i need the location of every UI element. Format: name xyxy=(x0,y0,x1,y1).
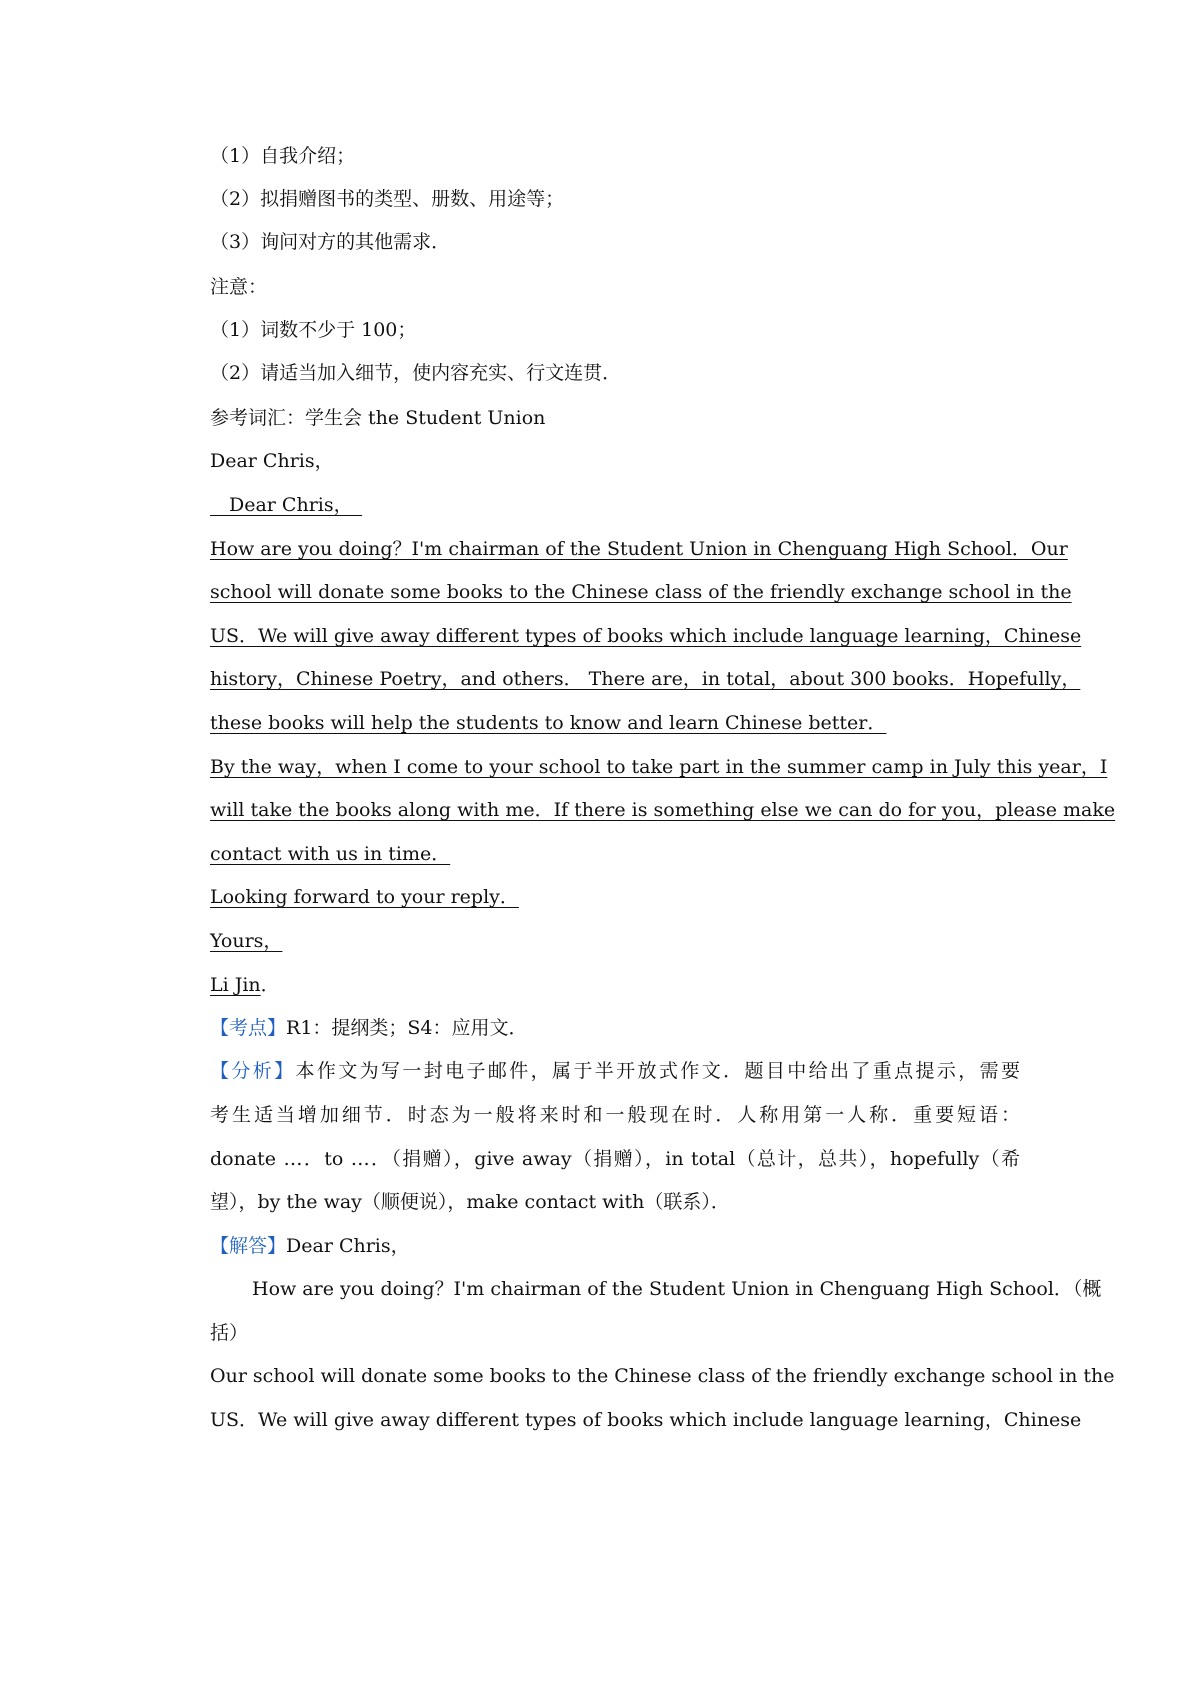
jieda-line-4: US．We will give away different types of books which include language learning，Chinese xyxy=(210,1409,1082,1431)
answer-line-1: How are you doing？I'm chairman of the Student Union in Chenguang High School．Our xyxy=(210,538,1068,560)
answer-line-5-text: these books will help the students to know and learn Chinese better． xyxy=(210,712,887,734)
answer-closing xyxy=(210,884,1020,910)
kaodian-text: R1：提纲类；S4：应用文． xyxy=(286,1017,528,1039)
answer-line-2: school will donate some books to the Chinese class of the friendly exchange school in the xyxy=(210,581,1072,603)
vocab-reference: 参考词汇：学生会 the Student Union xyxy=(210,407,546,429)
answer-line-5 xyxy=(210,710,1020,736)
jieda-line-2: 括） xyxy=(210,1322,249,1344)
jieda-tag: 【解答】 xyxy=(210,1235,287,1257)
jieda-line xyxy=(210,1233,1020,1259)
note-1: （1）词数不少于 100； xyxy=(210,319,417,341)
requirement-3: （3）询问对方的其他需求． xyxy=(210,231,451,253)
answer-yours-text: Yours， xyxy=(210,930,283,952)
answer-greeting-text: Dear Chris， xyxy=(210,494,363,516)
answer-line-8-text: contact with us in time． xyxy=(210,843,451,865)
requirement-2: （2）拟捐赠图书的类型、册数、用途等； xyxy=(210,188,565,210)
notes-title: 注意： xyxy=(210,276,268,298)
fenxi-tag: 【分析】 xyxy=(210,1060,296,1082)
fenxi-line-2: 考生适当增加细节．时态为一般将来时和一般现在时．人称用第一人称．重要短语： xyxy=(210,1104,1020,1126)
fenxi-text-1: 本作文为写一封电子邮件，属于半开放式作文．题目中给出了重点提示，需要 xyxy=(295,1060,1020,1082)
jieda-line-3: Our school will donate some books to the Chinese class of the friendly exchange school in the xyxy=(210,1365,1115,1387)
requirement-1: （1）自我介绍； xyxy=(210,145,356,167)
fenxi-line-3: donate …．to …．（捐赠），give away（捐赠），in total（总计，总共），hopefully（希 xyxy=(210,1148,1020,1170)
answer-line-6: By the way，when I come to your school to take part in the summer camp in July this year，I xyxy=(210,756,1108,778)
answer-line-7: will take the books along with me．If there is something else we can do for you，please make xyxy=(210,799,1116,821)
jieda-line-1: How are you doing？I'm chairman of the Student Union in Chenguang High School．（概 xyxy=(252,1278,1102,1300)
answer-yours xyxy=(210,928,1020,954)
answer-line-4: history，Chinese Poetry，and others． There are，in total，about 300 books．Hopefully， xyxy=(210,668,1081,690)
answer-trailing-period: ． xyxy=(260,974,280,996)
answer-line-8 xyxy=(210,841,1020,867)
answer-greeting xyxy=(210,492,1020,518)
jieda-greeting: Dear Chris， xyxy=(286,1235,410,1257)
kaodian-line xyxy=(210,1015,1020,1041)
answer-signature-text: Li Jin xyxy=(210,974,261,996)
answer-signature xyxy=(210,972,1020,998)
fenxi-line-4: 望），by the way（顺便说），make contact with（联系）． xyxy=(210,1191,730,1213)
note-2: （2）请适当加入细节，使内容充实、行文连贯． xyxy=(210,362,622,384)
answer-closing-text: Looking forward to your reply． xyxy=(210,886,519,908)
letter-greeting: Dear Chris， xyxy=(210,450,334,472)
kaodian-tag: 【考点】 xyxy=(210,1017,287,1039)
answer-line-3: US．We will give away different types of books which include language learning，Chinese xyxy=(210,625,1082,647)
fenxi-line-1 xyxy=(210,1058,1020,1084)
